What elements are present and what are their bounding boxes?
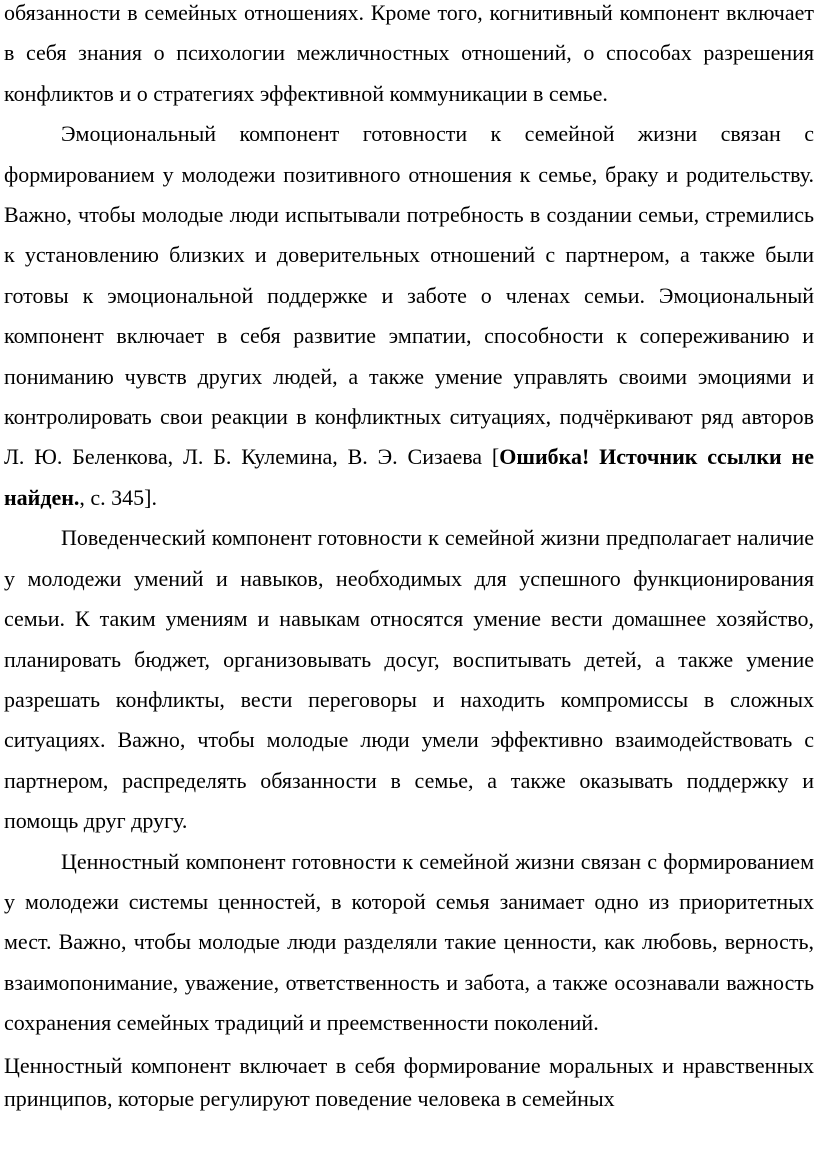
citation-page-text: , с. 345]. (79, 484, 158, 510)
reference-error-text: Ошибка! Источник ссылки не найден. (4, 444, 814, 510)
paragraph-emotional-text: Эмоциональный компонент готовности к семейной жизни связан с формированием у молодежи позитивного отношения к семье, браку и родительству. Важно, чтобы молодые люди испытывали потребность в создании семьи, стремились к установлению близких и доверительных отношений с партнером, а также были готовы к эмоциональной поддержке и заботе о членах семьи. Эмоциональный компонент включает в себя развитие эмпатии, способности к сопереживанию и пониманию чувств других людей, а также умение управлять своими эмоциями и контролировать свои реакции в конфликтных ситуациях, подчёркивают ряд авторов Л. Ю. Беленкова, Л. Б. Кулемина, В. Э. Сизаева [ (4, 121, 814, 470)
paragraph-behavioral-component: Поведенческий компонент готовности к семейной жизни предполагает наличие у молодежи умений и навыков, необходимых для успешного функционирования семьи. К таким умениям и навыкам относятся умение вести домашнее хозяйство, планировать бюджет, организовывать досуг, воспитывать детей, а также умение разрешать конфликты, вести переговоры и находить компромиссы в сложных ситуациях. Важно, чтобы молодые люди умели эффективно взаимодействовать с партнером, распределять обязанности в семье, а также оказывать поддержку и помощь друг другу. (4, 525, 814, 834)
paragraph-emotional-component (4, 114, 814, 518)
paragraph-value-component: Ценностный компонент готовности к семейной жизни связан с формированием у молодежи системы ценностей, в которой семья занимает одно из приоритетных мест. Важно, чтобы молодые люди разделяли такие ценности, как любовь, верность, взаимопонимание, уважение, ответственность и забота, а также осознавали важность сохранения семейных традиций и преемственности поколений. (4, 848, 814, 1036)
paragraph-cognitive-continuation: обязанности в семейных отношениях. Кроме того, когнитивный компонент включает в себя знания о психологии межличностных отношений, о способах разрешения конфликтов и о стратегиях эффективной коммуникации в семье. (4, 0, 814, 106)
paragraph-value-component-continued: Ценностный компонент включает в себя формирование моральных и нравственных принципов, которые регулируют поведение человека в семейных (4, 1052, 814, 1111)
